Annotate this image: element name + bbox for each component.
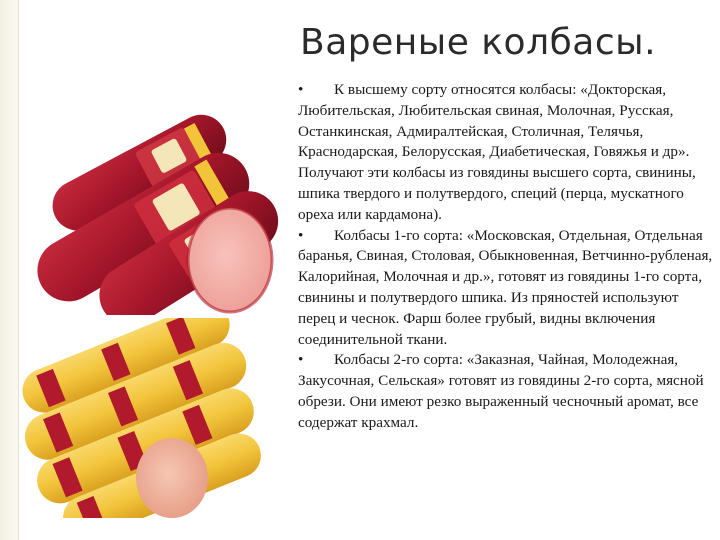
paragraph-text: «Докторская, Любительская, Любительская свиная, Молочная, Русская, Останкинская, Адмиралтейская, Столичная, Телячья, Краснодарская, Белорусская, Диабетическая, Говяжья и др». Получают эти колбасы из говядины высшего сорта, свинины, шпика твердого и полутвердого, специй (перца, мускатного ореха или кардамона). [298,81,696,223]
red-sausages-image [25,95,280,315]
decorative-side-line [18,0,19,540]
paragraph-first-grade [298,226,714,351]
paragraph-lead: Колбасы 1-го сорта: «Московская, Отдельная, [334,226,631,244]
decorative-side-bar [0,0,18,540]
yellow-sausages-image [20,318,275,518]
paragraph-text: Молодежная, Закусочная, Сельская» готовят из говядины 2-го сорта, мясной обрези. Они имеют резко выраженный чесночный аромат, все содержат крахмал. [298,351,704,431]
paragraph-second-grade [298,350,714,433]
paragraph-lead: К высшему сорту относятся колбасы: [334,81,577,98]
slide-body [298,80,714,434]
bullet: • [298,226,304,244]
paragraph-lead: Колбасы 2-го сорта: «Заказная, Чайная, [334,351,589,369]
paragraph-text: Отдельная баранья, Свиная, Столовая, Обыкновенная, Ветчинно-рубленая, Калорийная, Молочная и др.», готовят из говядины 1-го сорта, свинины и полутвердого шпика. Из пряностей используют перец и чеснок. Фарш более грубый, видны включения соединительной ткани. [298,226,713,348]
paragraph-premium-grade [298,80,714,226]
bullet: • [298,81,304,98]
bullet: • [298,351,304,369]
slide-title: Вареные колбасы. [300,22,657,63]
